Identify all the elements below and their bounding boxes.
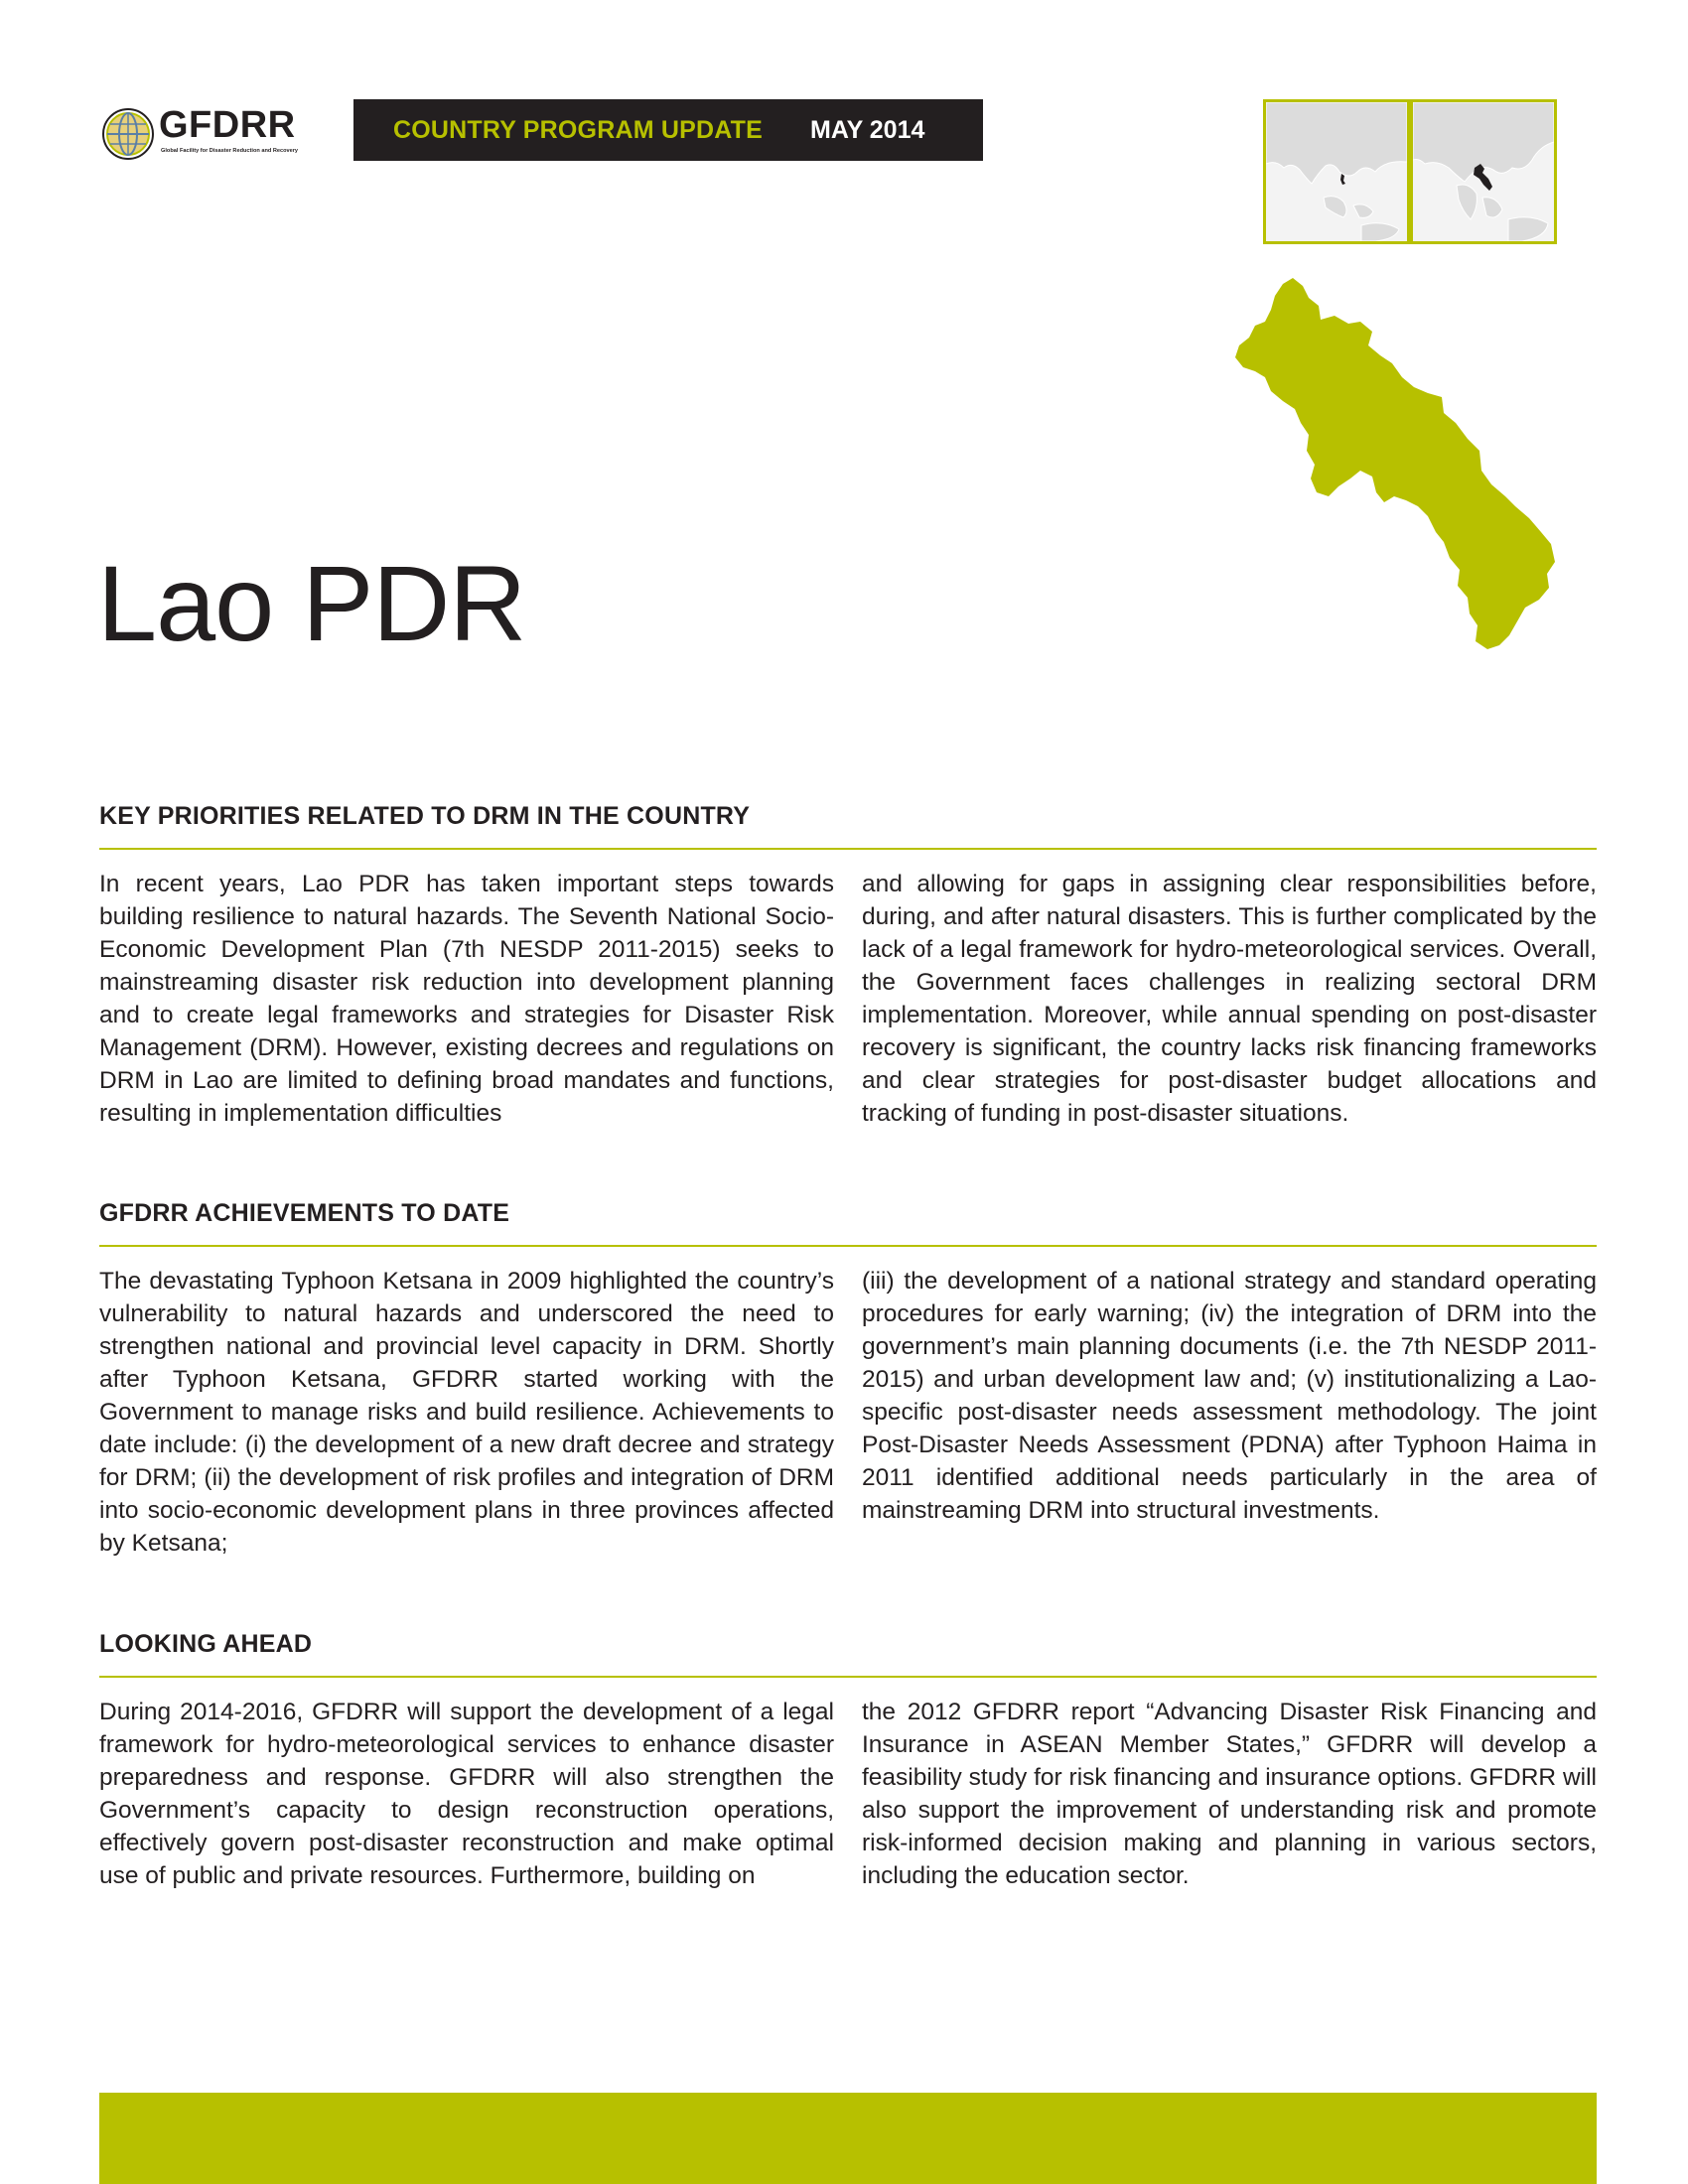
body-column-right: (iii) the development of a national strategy and standard operating procedures for early warning; (iv) the integration of DRM into the government’s main planning documents (i.e. the 7th NESDP 2011-2015) and urban development law and; (v) institutionalizing a Lao-specific post-disaster needs assessment methodology. The joint Post-Disaster Needs Assessment (PDNA) after Typhoon Haima in 2011 identified additional needs particularly in the area of mainstreaming DRM into structural investments.: [862, 1268, 1597, 1524]
footer-band: [99, 2093, 1597, 2184]
logo-name: GFDRR: [159, 104, 296, 146]
header-banner: [353, 99, 983, 161]
globe-icon: [101, 107, 155, 161]
asia-map-icon: [1266, 102, 1407, 241]
section-columns: [99, 868, 1597, 1130]
page-title: Lao PDR: [97, 543, 526, 663]
body-column-left: The devastating Typhoon Ketsana in 2009 highlighted the country’s vulnerability to natural hazards and underscored the need to strengthen national and provincial level capacity in DRM. Shortly after Typhoon Ketsana, GFDRR started working with the Government to manage risks and build resilience. Achievements to date include: (i) the development of a new draft decree and strategy for DRM; (ii) the development of risk profiles and integration of DRM into socio-economic development plans in three provinces affected by Ketsana;: [99, 1268, 834, 1557]
banner-label: COUNTRY PROGRAM UPDATE: [393, 115, 764, 144]
section-heading: LOOKING AHEAD: [99, 1624, 1597, 1678]
logo-tagline: Global Facility for Disaster Reduction and Recovery: [161, 148, 299, 154]
section-heading: GFDRR ACHIEVEMENTS TO DATE: [99, 1193, 1597, 1247]
region-locator-map: [1410, 99, 1557, 244]
section-looking-ahead: [99, 1624, 1597, 1892]
gfdrr-logo: [101, 103, 320, 163]
section-achievements: [99, 1193, 1597, 1560]
section-columns: [99, 1265, 1597, 1560]
section-columns: [99, 1696, 1597, 1892]
asia-map-icon: [1413, 102, 1554, 241]
body-column-right: and allowing for gaps in assigning clear responsibilities before, during, and after natural disasters. This is further complicated by the lack of a legal framework for hydro-meteorological services. Overall, the Government faces challenges in realizing sectoral DRM implementation. Moreover, while annual spending on post-disaster recovery is significant, the country lacks risk financing frameworks and clear strategies for post-disaster budget allocations and tracking of funding in post-disaster situations.: [862, 871, 1597, 1127]
body-column-left: In recent years, Lao PDR has taken important steps towards building resilience to natural hazards. The Seventh National Socio-Economic Development Plan (7th NESDP 2011-2015) seeks to mainstreaming disaster risk reduction into development planning and to create legal frameworks and strategies for Disaster Risk Management (DRM). However, existing decrees and regulations on DRM in Lao are limited to defining broad mandates and functions, resulting in implementation difficulties: [99, 871, 834, 1127]
section-heading: KEY PRIORITIES RELATED TO DRM IN THE COUNTRY: [99, 796, 1597, 850]
banner-date: MAY 2014: [810, 115, 925, 144]
body-column-right: the 2012 GFDRR report “Advancing Disaster Risk Financing and Insurance in ASEAN Member States,” GFDRR will develop a feasibility study for risk financing and insurance options. GFDRR will also support the improvement of understanding risk and promote risk-informed decision making and planning in various sectors, including the education sector.: [862, 1699, 1597, 1889]
section-key-priorities: [99, 796, 1597, 1130]
lao-pdr-map-icon: [1231, 276, 1559, 653]
body-column-left: During 2014-2016, GFDRR will support the development of a legal framework for hydro-meteorological services to enhance disaster preparedness and response. GFDRR will also strengthen the Government’s capacity to design reconstruction operations, effectively govern post-disaster reconstruction and make optimal use of public and private resources. Furthermore, building on: [99, 1699, 834, 1889]
world-locator-map: [1263, 99, 1410, 244]
